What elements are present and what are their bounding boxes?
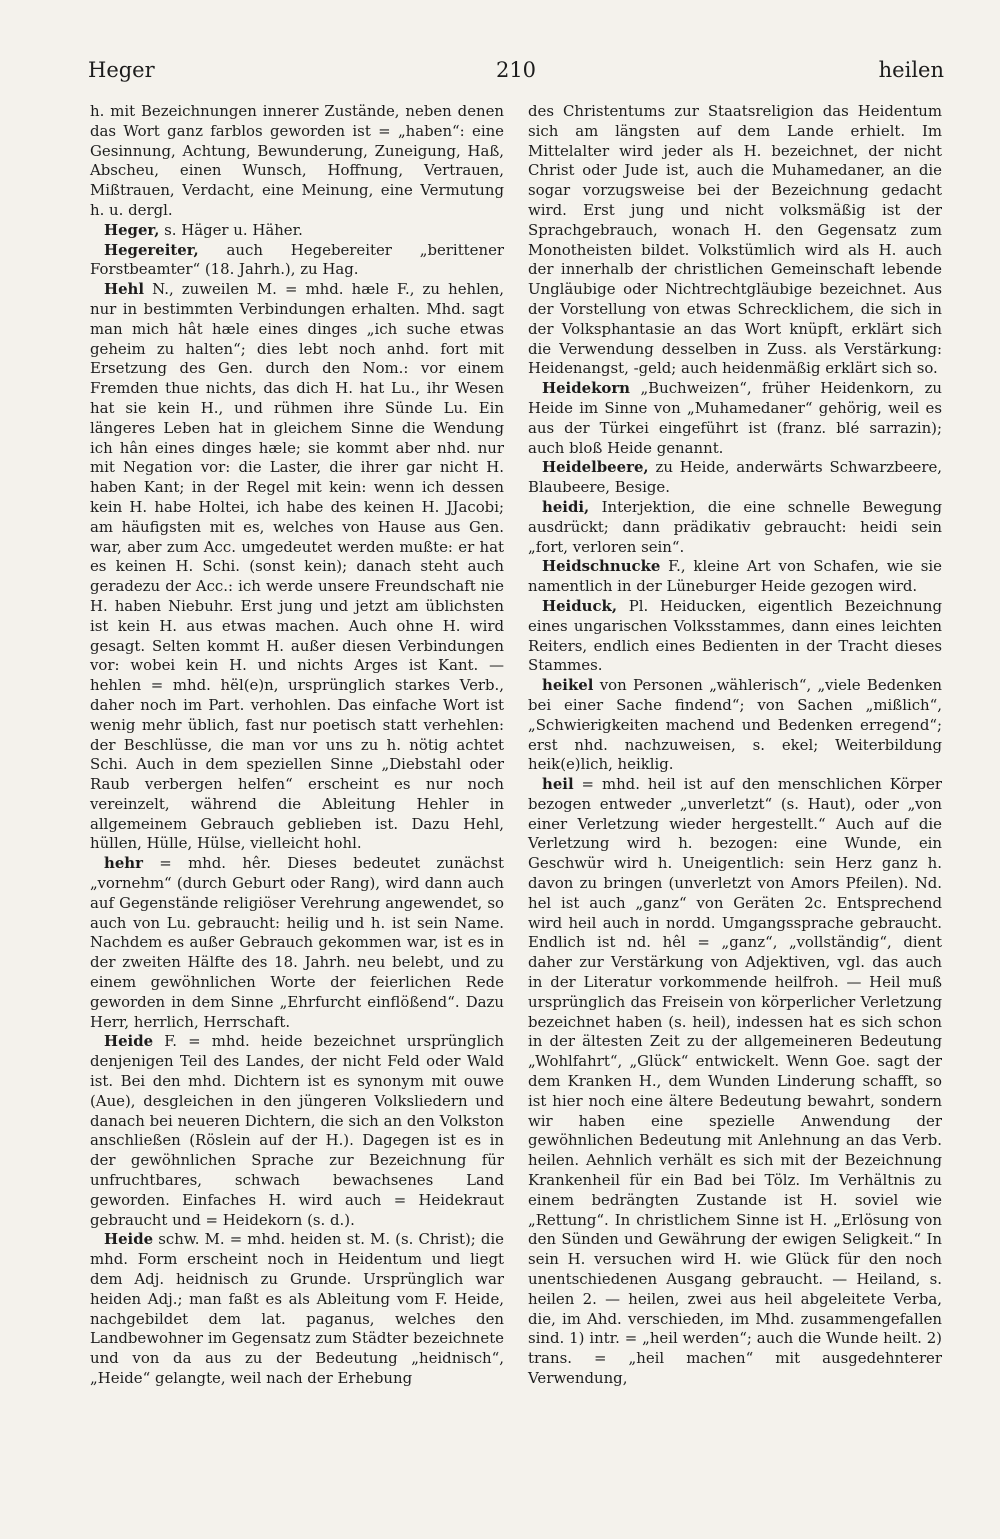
entry-headword: Heidelbeere, xyxy=(542,458,649,477)
entry-text: = mhd. hêr. Dieses bedeutet zunächst „vornehm“ (durch Geburt oder Rang), wird dann auch auf Gegenstände religiöser Verehrung angewendet, so auch von Lu. gebraucht: heilig und h. ist sein Name. Nachdem es außer Gebrauch gekommen war, ist es in der zweiten Hälfte des 18. Jahrh. neu belebt, und zu einem gewöhnlichen Worte der feierlichen Rede geworden in dem Sinne „Ehrfurcht einflößend“. Dazu Herr, herrlich, Herrschaft. xyxy=(90,854,504,1031)
entry-headword: Heger, xyxy=(104,220,160,239)
dictionary-entry xyxy=(528,676,942,775)
entry-text: F., kleine Art von Schafen, wie sie namentlich in der Lüneburger Heide gezogen wird. xyxy=(528,557,942,596)
entry-text: N., zuweilen M. = mhd. hæle F., zu hehlen, nur in bestimmten Verbindungen erhalten. Mhd. sagt man mich hât hæle eines dinges „ich suche etwas geheim zu halten“; dies lebt noch anhd. fort mit Ersetzung des Gen. durch den Nom.: vor einem Fremden thue nichts, das dich H. hat Lu., ihr Wesen hat sie kein H., und rühmen ihre Sünde Lu. Ein längeres Leben hat in gleichem Sinne die Wendung ich hân eines dinges hæle; sie kommt aber nhd. nur mit Negation vor: die Laster, die ihrer gar nicht H. haben Kant; in der Regel mit kein: wenn ich dessen kein H. habe Holtei, ich habe des keinen H. JJacobi; am häufigsten mit es, welches von Hause aus Gen. war, aber zum Acc. umgedeutet werden mußte: er hat es keinen H. Schi. (sonst kein); danach steht auch geradezu der Acc.: ich werde unsere Freundschaft nie H. haben Niebuhr. Erst jung und jetzt am üblichsten ist kein H. aus etwas machen. Auch ohne H. wird gesagt. Selten kommt H. außer diesen Verbindungen vor: wobei kein H. und nichts Arges ist Kant. — hehlen = mhd. hël(e)n, ursprünglich starkes Verb., daher noch im Part. verhohlen. Das einfache Wort ist wenig mehr üblich, fast nur poetisch statt verhehlen: der Beschlüsse, die man vor uns zu h. nötig achtet Schi. Auch in dem speziellen Sinne „Diebstahl oder Raub verbergen helfen“ erscheint es nur noch vereinzelt, während die Ableitung Hehler in allgemeinem Gebrauch geblieben ist. Dazu Hehl, hüllen, Hülle, Hülse, vielleicht hohl. xyxy=(90,280,504,853)
entry-headword: Heide xyxy=(104,1032,154,1051)
dictionary-entry xyxy=(90,241,504,281)
entry-text: h. mit Bezeichnungen innerer Zustände, neben denen das Wort ganz farblos geworden ist = „haben“: eine Gesinnung, Achtung, Bewunderung, Zuneigung, Haß, Abscheu, einen Wunsch, Hoffnung, Vertrauen, Mißtrauen, Verdacht, eine Meinung, eine Vermutung h. u. dergl. xyxy=(90,102,504,219)
entry-headword: heil xyxy=(542,775,574,794)
entry-text: = mhd. heil ist auf den menschlichen Körper bezogen entweder „unverletzt“ (s. Haut), oder „von einer Verletzung wieder hergestellt.“ Auch auf die Verletzung wird h. bezogen: eine Wunde, ein Geschwür wird h. Uneigentlich: sein Herz ganz h. davon zu bringen (unverletzt von Amors Pfeilen). Nd. hel ist auch „ganz“ von Geräten 2c. Entsprechend wird heil auch in nordd. Umgangssprache gebraucht. Endlich ist nd. hêl = „ganz“, „vollständig“, dient daher zur Verstärkung von Adjektiven, vgl. das auch in der Literatur vorkommende heilfroh. — Heil muß ursprünglich das Freisein von körperlicher Verletzung bezeichnet haben (s. heil), indessen hat es sich schon in der ältesten Zeit zu der allgemeineren Bedeutung „Wohlfahrt“, „Glück“ entwickelt. Wenn Goe. sagt der dem Kranken H., dem Wunden Linderung schafft, so ist hier noch eine ältere Bedeutung bewahrt, sondern wir haben eine spezielle Anwendung der gewöhnlichen Bedeutung mit Anlehnung an das Verb. heilen. Aehnlich verhält es sich mit der Bezeichnung Krankenheil für ein Bad bei Tölz. Im Verhältnis zu einem bedrängten Zustande ist H. soviel wie „Rettung“. In christlichem Sinne ist H. „Erlösung von den Sünden und Gewährung der ewigen Seligkeit.“ In sein H. versuchen wird H. wie Glück für den noch unentschiedenen Ausgang gebraucht. — Heiland, s. heilen 2. — heilen, zwei aus heil abgeleitete Verba, die, im Ahd. verschieden, im Mhd. zusammengefallen sind. 1) intr. = „heil werden“; auch die Wunde heilt. 2) trans. = „heil machen“ mit ausgedehnterer Verwendung, xyxy=(528,775,942,1387)
entry-text: schw. M. = mhd. heiden st. M. (s. Christ); die mhd. Form erscheint noch in Heidentum und liegt dem Adj. heidnisch zu Grunde. Ursprünglich war heiden Adj.; man faßt es als Ableitung vom F. Heide, nachgebildet dem lat. paganus, welches den Landbewohner im Gegensatz zum Städter bezeichnete und von da aus zu der Bedeutung „heidnisch“, „Heide“ gelangte, weil nach der Erhebung xyxy=(90,1230,504,1387)
entry-text: „Buchweizen“, früher Heidenkorn, zu Heide im Sinne von „Muhamedaner“ gehörig, weil es aus der Türkei eingeführt ist (franz. blé sarrazin); auch bloß Heide genannt. xyxy=(528,379,942,457)
entry-continuation xyxy=(90,102,504,221)
entry-headword: Heiduck, xyxy=(542,596,618,615)
entry-text: F. = mhd. heide bezeichnet ursprünglich denjenigen Teil des Landes, der nicht Feld oder Wald ist. Bei den mhd. Dichtern ist es synonym mit ouwe (Aue), desgleichen in den jüngeren Volksliedern und danach bei neueren Dichtern, die sich an den Volkston anschließen (Röslein auf der H.). Dagegen ist es in der gewöhnlichen Sprache zur Bezeichnung für unfruchtbares, schwach bewachsenes Land geworden. Einfaches H. wird auch = Heidekraut gebraucht und = Heidekorn (s. d.). xyxy=(90,1032,504,1229)
dictionary-entry xyxy=(90,1032,504,1230)
entry-text: Pl. Heiducken, eigentlich Bezeichnung eines ungarischen Volksstammes, dann eines leichten Reiters, endlich eines Bedienten in der Tracht dieses Stammes. xyxy=(528,596,942,675)
right-column xyxy=(528,102,942,1389)
dictionary-entry xyxy=(90,221,504,241)
header-last-entry: heilen xyxy=(878,58,944,82)
entry-headword: Heide xyxy=(104,1230,154,1249)
entry-text: s. Häger u. Häher. xyxy=(159,220,303,239)
entry-headword: heikel xyxy=(542,676,594,695)
entry-headword: Heidschnucke xyxy=(542,557,661,576)
entry-text: zu Heide, anderwärts Schwarzbeere, Blaubeere, Besige. xyxy=(528,458,942,497)
entry-headword: Hehl xyxy=(104,280,145,299)
dictionary-entry xyxy=(528,775,942,1389)
entry-text: auch Hegebereiter „berittener Forstbeamter“ (18. Jahrh.), zu Hag. xyxy=(90,240,504,279)
dictionary-entry xyxy=(528,379,942,458)
entry-text: Interjektion, die eine schnelle Bewegung ausdrückt; dann prädikativ gebraucht: heidi sein „fort, verloren sein“. xyxy=(528,497,942,556)
header-first-entry: Heger xyxy=(88,58,155,82)
page-number: 210 xyxy=(495,58,537,82)
entry-continuation xyxy=(528,102,942,379)
entry-headword: hehr xyxy=(104,854,143,873)
dictionary-entry xyxy=(528,498,942,557)
dictionary-entry xyxy=(528,597,942,676)
dictionary-entry xyxy=(90,280,504,854)
dictionary-entry xyxy=(528,458,942,498)
dictionary-entry xyxy=(528,557,942,597)
entry-headword: Heidekorn xyxy=(542,379,631,398)
dictionary-entry xyxy=(90,1230,504,1388)
entry-headword: Hegereiter, xyxy=(104,240,199,259)
dictionary-entry xyxy=(90,854,504,1032)
page-header xyxy=(88,58,944,90)
entry-text: von Personen „wählerisch“, „viele Bedenken bei einer Sache findend“; von Sachen „mißlich“, „Schwierigkeiten machend und Bedenken erregend“; erst nhd. nachzuweisen, s. ekel; Weiterbildung heik(e)lich, heiklig. xyxy=(528,676,942,774)
left-column xyxy=(90,102,504,1389)
entry-headword: heidi, xyxy=(542,497,590,516)
entry-text: des Christentums zur Staatsreligion das Heidentum sich am längsten auf dem Lande erhielt. Im Mittelalter wird jeder als H. bezeichnet, der nicht Christ oder Jude ist, auch die Muhamedaner, an die sogar vorzugsweise bei der Bezeichnung gedacht wird. Erst jung und nicht volksmäßig ist der Sprachgebrauch, wonach H. den Gegensatz zum Monotheisten bildet. Volkstümlich wird als H. auch der innerhalb der christlichen Gemeinschaft lebende Ungläubige oder Nichtrechtgläubige bezeichnet. Aus der Vorstellung von etwas Schrecklichem, die sich in der Volksphantasie an das Wort knüpft, erklärt sich die Verwendung desselben in Zuss. als Verstärkung: Heidenangst, -geld; auch heidenmäßig erklärt sich so. xyxy=(528,102,942,378)
